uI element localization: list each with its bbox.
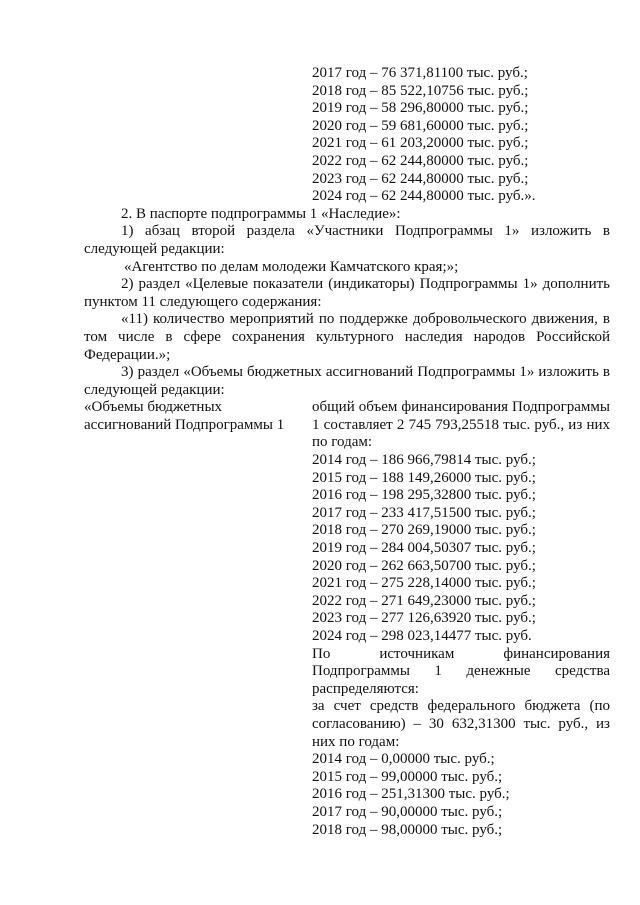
paragraph-2-1: 1) абзац второй раздела «Участники Подпрограммы 1» изложить в следующей редакции:: [84, 223, 610, 257]
year-line: 2017 год – 76 371,81100 тыс. руб.;: [312, 65, 528, 81]
year-line: 2019 год – 58 296,80000 тыс. руб.;: [312, 100, 529, 117]
year-line: 2024 год – 62 244,80000 тыс. руб.».: [312, 188, 536, 205]
year-line: 2020 год – 59 681,60000 тыс. руб.;: [312, 117, 529, 134]
document-page: [84, 65, 610, 839]
budget-year-line: 2015 год – 188 149,26000 тыс. руб.;: [312, 469, 536, 486]
federal-year-line: 2014 год – 0,00000 тыс. руб.;: [312, 751, 495, 768]
budget-year-line: 2019 год – 284 004,50307 тыс. руб.;: [312, 540, 536, 557]
table-right-cell: [312, 399, 610, 839]
budget-year-line: 2023 год – 277 126,63920 тыс. руб.;: [312, 610, 536, 627]
paragraph-2-1-quote: «Агентство по делам молодежи Камчатского края;»;: [124, 258, 459, 275]
budget-year-line: 2014 год – 186 966,79814 тыс. руб.;: [312, 452, 536, 469]
budget-year-line: 2018 год – 270 269,19000 тыс. руб.;: [312, 522, 536, 539]
paragraph-2-3: 3) раздел «Объемы бюджетных ассигнований Подпрограммы 1» изложить в следующей редакции:: [84, 364, 610, 398]
federal-year-line: 2017 год – 90,00000 тыс. руб.;: [312, 803, 503, 820]
budget-year-line: 2021 год – 275 228,14000 тыс. руб.;: [312, 575, 536, 592]
budget-year-line: 2016 год – 198 295,32800 тыс. руб.;: [312, 487, 536, 504]
paragraph-2: 2. В паспорте подпрограммы 1 «Наследие»:: [121, 205, 401, 222]
table-left-label: «Объемы бюджетных ассигнований Подпрограммы 1: [84, 399, 285, 433]
table-left-cell: [84, 399, 312, 839]
federal-budget-text: за счет средств федерального бюджета (по согласованию) – 30 632,31300 тыс. руб., из них по годам:: [312, 698, 610, 750]
budget-year-line: 2024 год – 298 023,14477 тыс. руб.: [312, 628, 532, 644]
year-line: 2023 год – 62 244,80000 тыс. руб.;: [312, 170, 529, 187]
federal-year-line: 2018 год – 98,00000 тыс. руб.;: [312, 821, 503, 838]
paragraph-2-2: 2) раздел «Целевые показатели (индикаторы) Подпрограммы 1» дополнить пунктом 11 следующего содержания:: [84, 276, 610, 310]
federal-year-line: 2015 год – 99,00000 тыс. руб.;: [312, 768, 503, 785]
paragraph-2-2-quote: «11) количество мероприятий по поддержке добровольческого движения, в том числе в сфере сохранения культурного наследия народов Российской Федерации.»;: [84, 311, 610, 363]
budget-year-line: 2017 год – 233 417,51500 тыс. руб.;: [312, 504, 536, 521]
total-financing-text: общий объем финансирования Подпрограммы 1 составляет 2 745 793,25518 тыс. руб., из них по годам:: [312, 399, 610, 451]
year-line: 2021 год – 61 203,20000 тыс. руб.;: [312, 135, 529, 152]
top-year-list: [312, 65, 610, 206]
budget-year-line: 2022 год – 271 649,23000 тыс. руб.;: [312, 592, 536, 609]
federal-year-line: 2016 год – 251,31300 тыс. руб.;: [312, 786, 510, 803]
year-line: 2018 год – 85 522,10756 тыс. руб.;: [312, 82, 529, 99]
year-line: 2022 год – 62 244,80000 тыс. руб.;: [312, 152, 529, 169]
budget-table: [84, 399, 610, 839]
sources-text: По источникам финансирования Подпрограммы 1 денежные средства распределяются:: [312, 645, 610, 697]
budget-year-line: 2020 год – 262 663,50700 тыс. руб.;: [312, 557, 536, 574]
